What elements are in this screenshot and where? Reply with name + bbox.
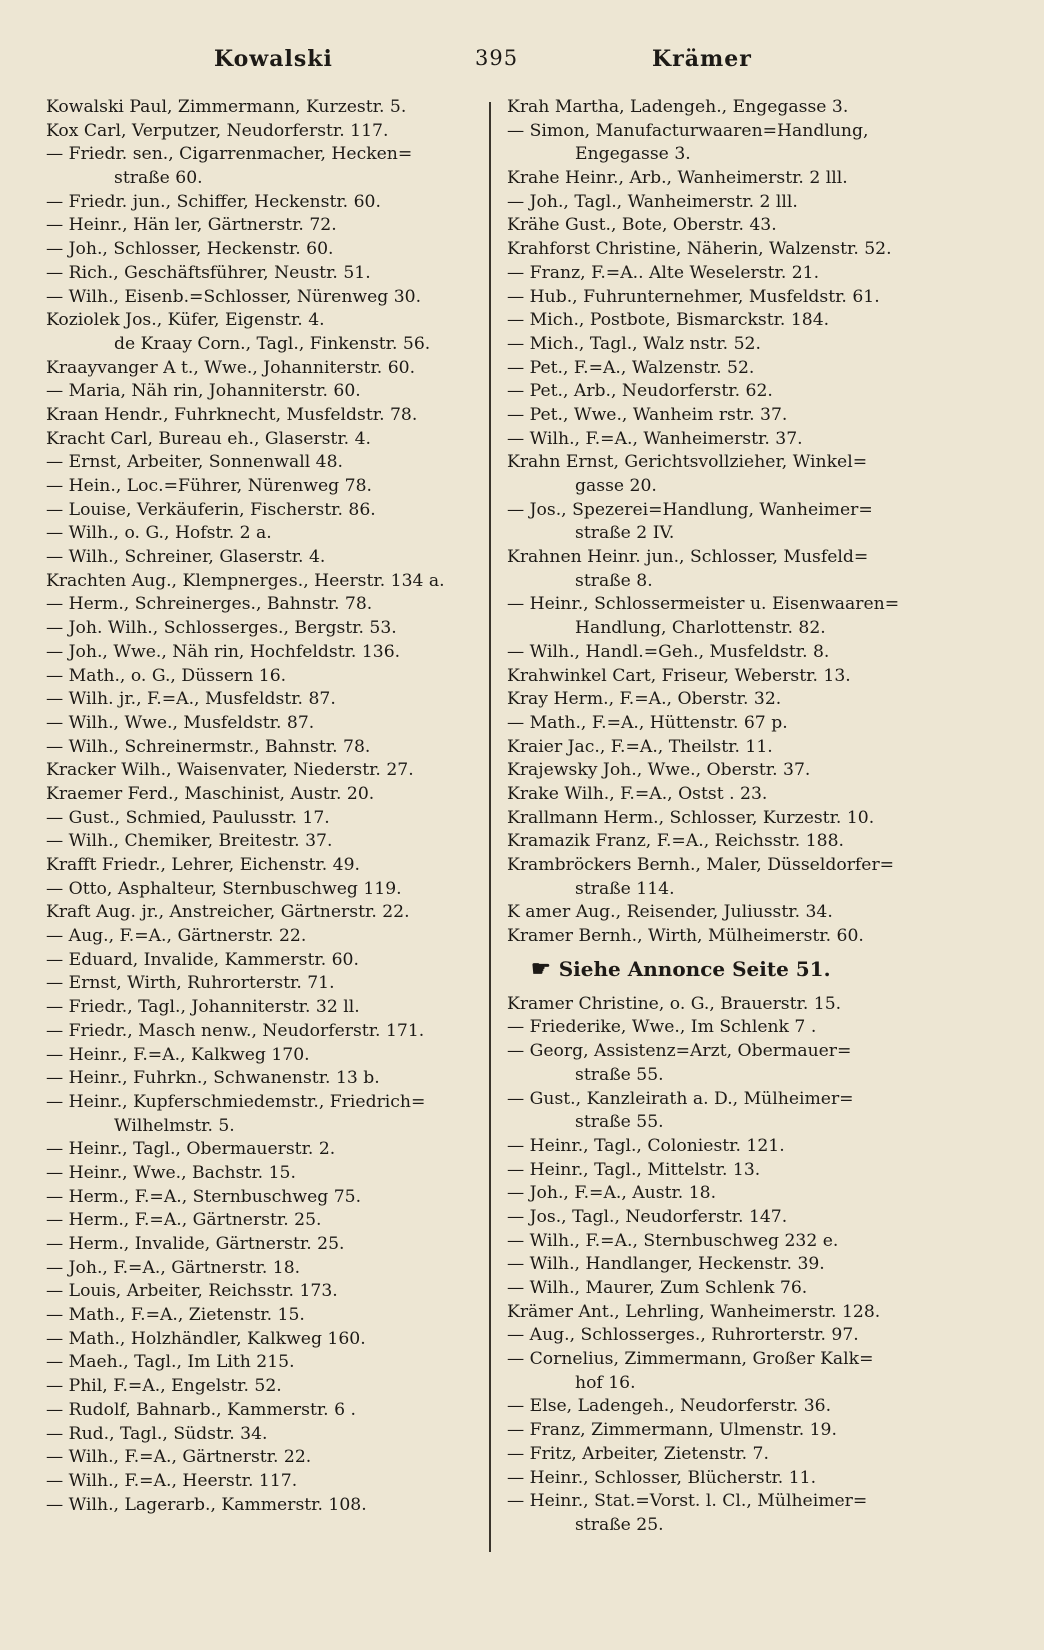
directory-entry-line: Wilhelmstr. 5. [114, 1115, 235, 1136]
directory-entry-line: — Ernst, Wirth, Ruhrorterstr. 71. [46, 973, 335, 994]
directory-entry-line: — Herm., F.=A., Sternbuschweg 75. [46, 1186, 362, 1207]
directory-entry-line: straße 2 IV. [575, 523, 675, 544]
directory-entry-line: — Wilh., Lagerarb., Kammerstr. 108. [46, 1494, 367, 1515]
directory-entry-line: — Heinr., Tagl., Mittelstr. 13. [507, 1159, 761, 1180]
directory-entry-line: Kracht Carl, Bureau eh., Glaserstr. 4. [46, 428, 371, 449]
directory-entry-line: — Wilh., Schreiner, Glaserstr. 4. [46, 547, 326, 568]
directory-entry-line: de Kraay Corn., Tagl., Finkenstr. 56. [114, 333, 431, 354]
directory-entry-line: — Wilh., F.=A., Gärtnerstr. 22. [46, 1447, 312, 1468]
directory-entry-line: — Aug., Schlosserges., Ruhrorterstr. 97. [507, 1325, 859, 1346]
directory-entry-line: Handlung, Charlottenstr. 82. [575, 618, 826, 639]
directory-entry-line: — Wilh., Eisenb.=Schlosser, Nürenweg 30. [46, 286, 422, 307]
directory-entry-line: Krahn Ernst, Gerichtsvollzieher, Winkel= [507, 452, 868, 473]
directory-entry-line: Krafft Friedr., Lehrer, Eichenstr. 49. [46, 855, 361, 875]
directory-entry-line: Krähe Gust., Bote, Oberstr. 43. [507, 215, 777, 236]
directory-entry-line: — Heinr., Tagl., Obermauerstr. 2. [46, 1139, 336, 1160]
directory-entry-line: — Otto, Asphalteur, Sternbuschweg 119. [46, 878, 402, 899]
directory-entry-line: — Wilh., F.=A., Wanheimerstr. 37. [507, 428, 803, 449]
directory-entry-line: — Heinr., F.=A., Kalkweg 170. [46, 1044, 310, 1065]
directory-entry-line: Kraan Hendr., Fuhrknecht, Musfeldstr. 78. [46, 404, 418, 425]
directory-entry-line: gasse 20. [575, 476, 657, 496]
directory-entry-line: straße 55. [575, 1112, 664, 1133]
directory-entry-line: — Herm., F.=A., Gärtnerstr. 25. [46, 1210, 322, 1231]
directory-entry-line: Engegasse 3. [575, 144, 691, 165]
directory-entry-line: — Math., F.=A., Hüttenstr. 67 p. [507, 712, 788, 733]
directory-entry-line: — Joh., Schlosser, Heckenstr. 60. [46, 239, 334, 260]
directory-entry-line: — Friedr. sen., Cigarrenmacher, Hecken= [46, 144, 413, 165]
directory-entry-line: — Simon, Manufacturwaaren=Handlung, [507, 120, 869, 141]
directory-entry-line: — Maria, Näh rin, Johanniterstr. 60. [46, 381, 361, 402]
directory-entry-line: — Rudolf, Bahnarb., Kammerstr. 6 . [46, 1399, 356, 1420]
directory-entry-line: Krallmann Herm., Schlosser, Kurzestr. 10. [507, 807, 875, 828]
directory-entry-line: Kramer Bernh., Wirth, Mülheimerstr. 60. [507, 926, 864, 947]
directory-entry-line: — Wilh., Chemiker, Breitestr. 37. [46, 831, 333, 852]
directory-entry-line: — Friedr., Tagl., Johanniterstr. 32 ll. [46, 997, 360, 1018]
directory-entry-line: Krahe Heinr., Arb., Wanheimerstr. 2 lll. [507, 168, 848, 189]
directory-entry-line: — Heinr., Hän ler, Gärtnerstr. 72. [46, 215, 337, 236]
directory-entry-line: — Math., F.=A., Zietenstr. 15. [46, 1305, 305, 1326]
directory-entry-line: — Friedr., Masch nenw., Neudorferstr. 171. [46, 1020, 425, 1041]
directory-entry-line: Kraayvanger A t., Wwe., Johanniterstr. 60. [46, 357, 416, 378]
directory-entry-line: Kray Herm., F.=A., Oberstr. 32. [507, 689, 782, 710]
directory-entry-line: — Rud., Tagl., Südstr. 34. [46, 1423, 268, 1444]
directory-entry-line: — Georg, Assistenz=Arzt, Obermauer= [507, 1041, 852, 1062]
directory-entry-line: — Phil, F.=A., Engelstr. 52. [46, 1376, 282, 1397]
directory-entry-line: Kracker Wilh., Waisenvater, Niederstr. 27. [46, 760, 414, 781]
directory-entry-line: Krahforst Christine, Näherin, Walzenstr. 52. [507, 239, 892, 260]
directory-entry-line: — Joh. Wilh., Schlosserges., Bergstr. 53. [46, 618, 397, 639]
directory-entry-line: — Wilh., F.=A., Sternbuschweg 232 e. [507, 1230, 839, 1251]
directory-entry-line: — Maeh., Tagl., Im Lith 215. [46, 1352, 295, 1373]
directory-entry-line: Krake Wilh., F.=A., Ostst . 23. [507, 783, 768, 804]
pointing-hand-icon: ☛ [531, 955, 551, 982]
right-column-upper [507, 96, 959, 949]
directory-entry-line: — Heinr., Kupferschmiedemstr., Friedrich= [46, 1091, 426, 1112]
directory-entry-line: — Fritz, Arbeiter, Zietenstr. 7. [507, 1443, 769, 1464]
directory-entry-line: Krambröckers Bernh., Maler, Düsseldorfer= [507, 855, 895, 875]
directory-entry-line: — Franz, F.=A.. Alte Weselerstr. 21. [507, 262, 820, 283]
directory-entry-line: Kox Carl, Verputzer, Neudorferstr. 117. [46, 120, 389, 141]
directory-entry-line: — Aug., F.=A., Gärtnerstr. 22. [46, 926, 307, 947]
directory-entry-line: Krachten Aug., Klempnerges., Heerstr. 134 a. [46, 570, 445, 591]
directory-entry-line: — Wilh., Wwe., Musfeldstr. 87. [46, 712, 315, 733]
directory-entry-line: — Louis, Arbeiter, Reichsstr. 173. [46, 1281, 338, 1302]
directory-entry-line: Koziolek Jos., Küfer, Eigenstr. 4. [46, 310, 325, 331]
annonce-text: Siehe Annonce Seite 51. [558, 956, 831, 981]
directory-entry-line: — Cornelius, Zimmermann, Großer Kalk= [507, 1349, 874, 1370]
directory-entry-line: — Wilh. jr., F.=A., Musfeldstr. 87. [46, 689, 336, 710]
directory-entry-line: — Heinr., Tagl., Coloniestr. 121. [507, 1135, 785, 1156]
directory-entry-line: Krahwinkel Cart, Friseur, Weberstr. 13. [507, 665, 851, 686]
directory-entry-line: — Math., o. G., Düssern 16. [46, 665, 287, 686]
directory-entry-line: — Heinr., Wwe., Bachstr. 15. [46, 1162, 296, 1183]
directory-entry-line: — Pet., Arb., Neudorferstr. 62. [507, 381, 773, 402]
directory-entry-line: — Gust., Schmied, Paulusstr. 17. [46, 807, 330, 828]
directory-entry-line: — Ernst, Arbeiter, Sonnenwall 48. [46, 452, 344, 473]
directory-entry-line: — Heinr., Stat.=Vorst. l. Cl., Mülheimer= [507, 1491, 868, 1512]
directory-entry-line: — Math., Holzhändler, Kalkweg 160. [46, 1328, 366, 1349]
directory-entry-line: — Joh., Wwe., Näh rin, Hochfeldstr. 136. [46, 641, 401, 662]
page-number: 395 [475, 46, 519, 70]
directory-entry-line: — Joh., F.=A., Austr. 18. [507, 1183, 717, 1204]
directory-entry-line: Kraier Jac., F.=A., Theilstr. 11. [507, 736, 773, 757]
directory-entry-line: — Hein., Loc.=Führer, Nürenweg 78. [46, 476, 372, 496]
directory-entry-line: — Friederike, Wwe., Im Schlenk 7 . [507, 1017, 817, 1038]
directory-entry-line: — Mich., Tagl., Walz nstr. 52. [507, 333, 761, 354]
directory-entry-line: — Pet., Wwe., Wanheim rstr. 37. [507, 404, 788, 425]
directory-entry-line: Krah Martha, Ladengeh., Engegasse 3. [507, 97, 849, 117]
directory-entry-line: — Else, Ladengeh., Neudorferstr. 36. [507, 1396, 832, 1417]
directory-entry-line: — Rich., Geschäftsführer, Neustr. 51. [46, 262, 371, 283]
directory-entry-line: straße 60. [114, 168, 203, 189]
directory-entry-line: — Joh., F.=A., Gärtnerstr. 18. [46, 1257, 301, 1278]
directory-entry-line: Krahnen Heinr. jun., Schlosser, Musfeld= [507, 547, 869, 568]
directory-entry-line: — Gust., Kanzleirath a. D., Mülheimer= [507, 1088, 854, 1109]
directory-entry-line: — Franz, Zimmermann, Ulmenstr. 19. [507, 1420, 837, 1441]
directory-entry-line: — Hub., Fuhrunternehmer, Musfeldstr. 61. [507, 286, 880, 307]
directory-entry-line: — Heinr., Schlossermeister u. Eisenwaaren= [507, 594, 900, 615]
directory-entry-line: — Pet., F.=A., Walzenstr. 52. [507, 357, 755, 378]
directory-entry-line: — Jos., Tagl., Neudorferstr. 147. [507, 1206, 788, 1227]
directory-entry-line: Krajewsky Joh., Wwe., Oberstr. 37. [507, 760, 811, 781]
directory-entry-line: — Jos., Spezerei=Handlung, Wanheimer= [507, 499, 873, 520]
directory-entry-line: Kraemer Ferd., Maschinist, Austr. 20. [46, 783, 375, 804]
directory-entry-line: — Wilh., F.=A., Heerstr. 117. [46, 1470, 298, 1491]
column-divider [489, 102, 491, 1552]
header-right-name: Krämer [652, 46, 752, 72]
directory-entry-line: — Wilh., Handl.=Geh., Musfeldstr. 8. [507, 641, 830, 662]
directory-entry-line: — Joh., Tagl., Wanheimerstr. 2 lll. [507, 191, 798, 212]
directory-entry-line: straße 55. [575, 1064, 664, 1085]
directory-entry-line: Kowalski Paul, Zimmermann, Kurzestr. 5. [46, 97, 407, 117]
directory-entry-line: K amer Aug., Reisender, Juliusstr. 34. [507, 902, 833, 923]
directory-entry-line: Krämer Ant., Lehrling, Wanheimerstr. 128. [507, 1301, 881, 1322]
directory-entry-line: — Herm., Schreinerges., Bahnstr. 78. [46, 594, 373, 615]
directory-entry-line: — Heinr., Fuhrkn., Schwanenstr. 13 b. [46, 1068, 380, 1089]
directory-entry-line: — Friedr. jun., Schiffer, Heckenstr. 60. [46, 191, 381, 212]
directory-entry-line: — Eduard, Invalide, Kammerstr. 60. [46, 949, 359, 970]
annonce-notice [531, 955, 959, 983]
directory-entry-line: — Wilh., Schreinermstr., Bahnstr. 78. [46, 736, 371, 757]
directory-entry-line: Kramer Christine, o. G., Brauerstr. 15. [507, 993, 842, 1014]
directory-entry-line: — Louise, Verkäuferin, Fischerstr. 86. [46, 499, 376, 520]
directory-entry-line: — Wilh., o. G., Hofstr. 2 a. [46, 523, 272, 544]
directory-entry-line: Kraft Aug. jr., Anstreicher, Gärtnerstr. 22. [46, 902, 410, 923]
directory-entry-line: — Mich., Postbote, Bismarckstr. 184. [507, 310, 830, 331]
header-left-name: Kowalski [214, 46, 333, 72]
directory-entry-line: straße 25. [575, 1514, 664, 1535]
directory-entry-line: straße 114. [575, 878, 675, 899]
left-column [46, 96, 476, 1517]
right-column-lower [507, 993, 959, 1538]
directory-entry-line: hof 16. [575, 1372, 636, 1393]
directory-entry-line: — Wilh., Handlanger, Heckenstr. 39. [507, 1254, 825, 1275]
directory-entry-line: straße 8. [575, 570, 653, 591]
directory-entry-line: — Heinr., Schlosser, Blücherstr. 11. [507, 1467, 817, 1488]
directory-entry-line: Kramazik Franz, F.=A., Reichsstr. 188. [507, 831, 845, 852]
directory-entry-line: — Herm., Invalide, Gärtnerstr. 25. [46, 1234, 345, 1254]
directory-entry-line: — Wilh., Maurer, Zum Schlenk 76. [507, 1278, 808, 1298]
right-column [507, 96, 959, 1538]
